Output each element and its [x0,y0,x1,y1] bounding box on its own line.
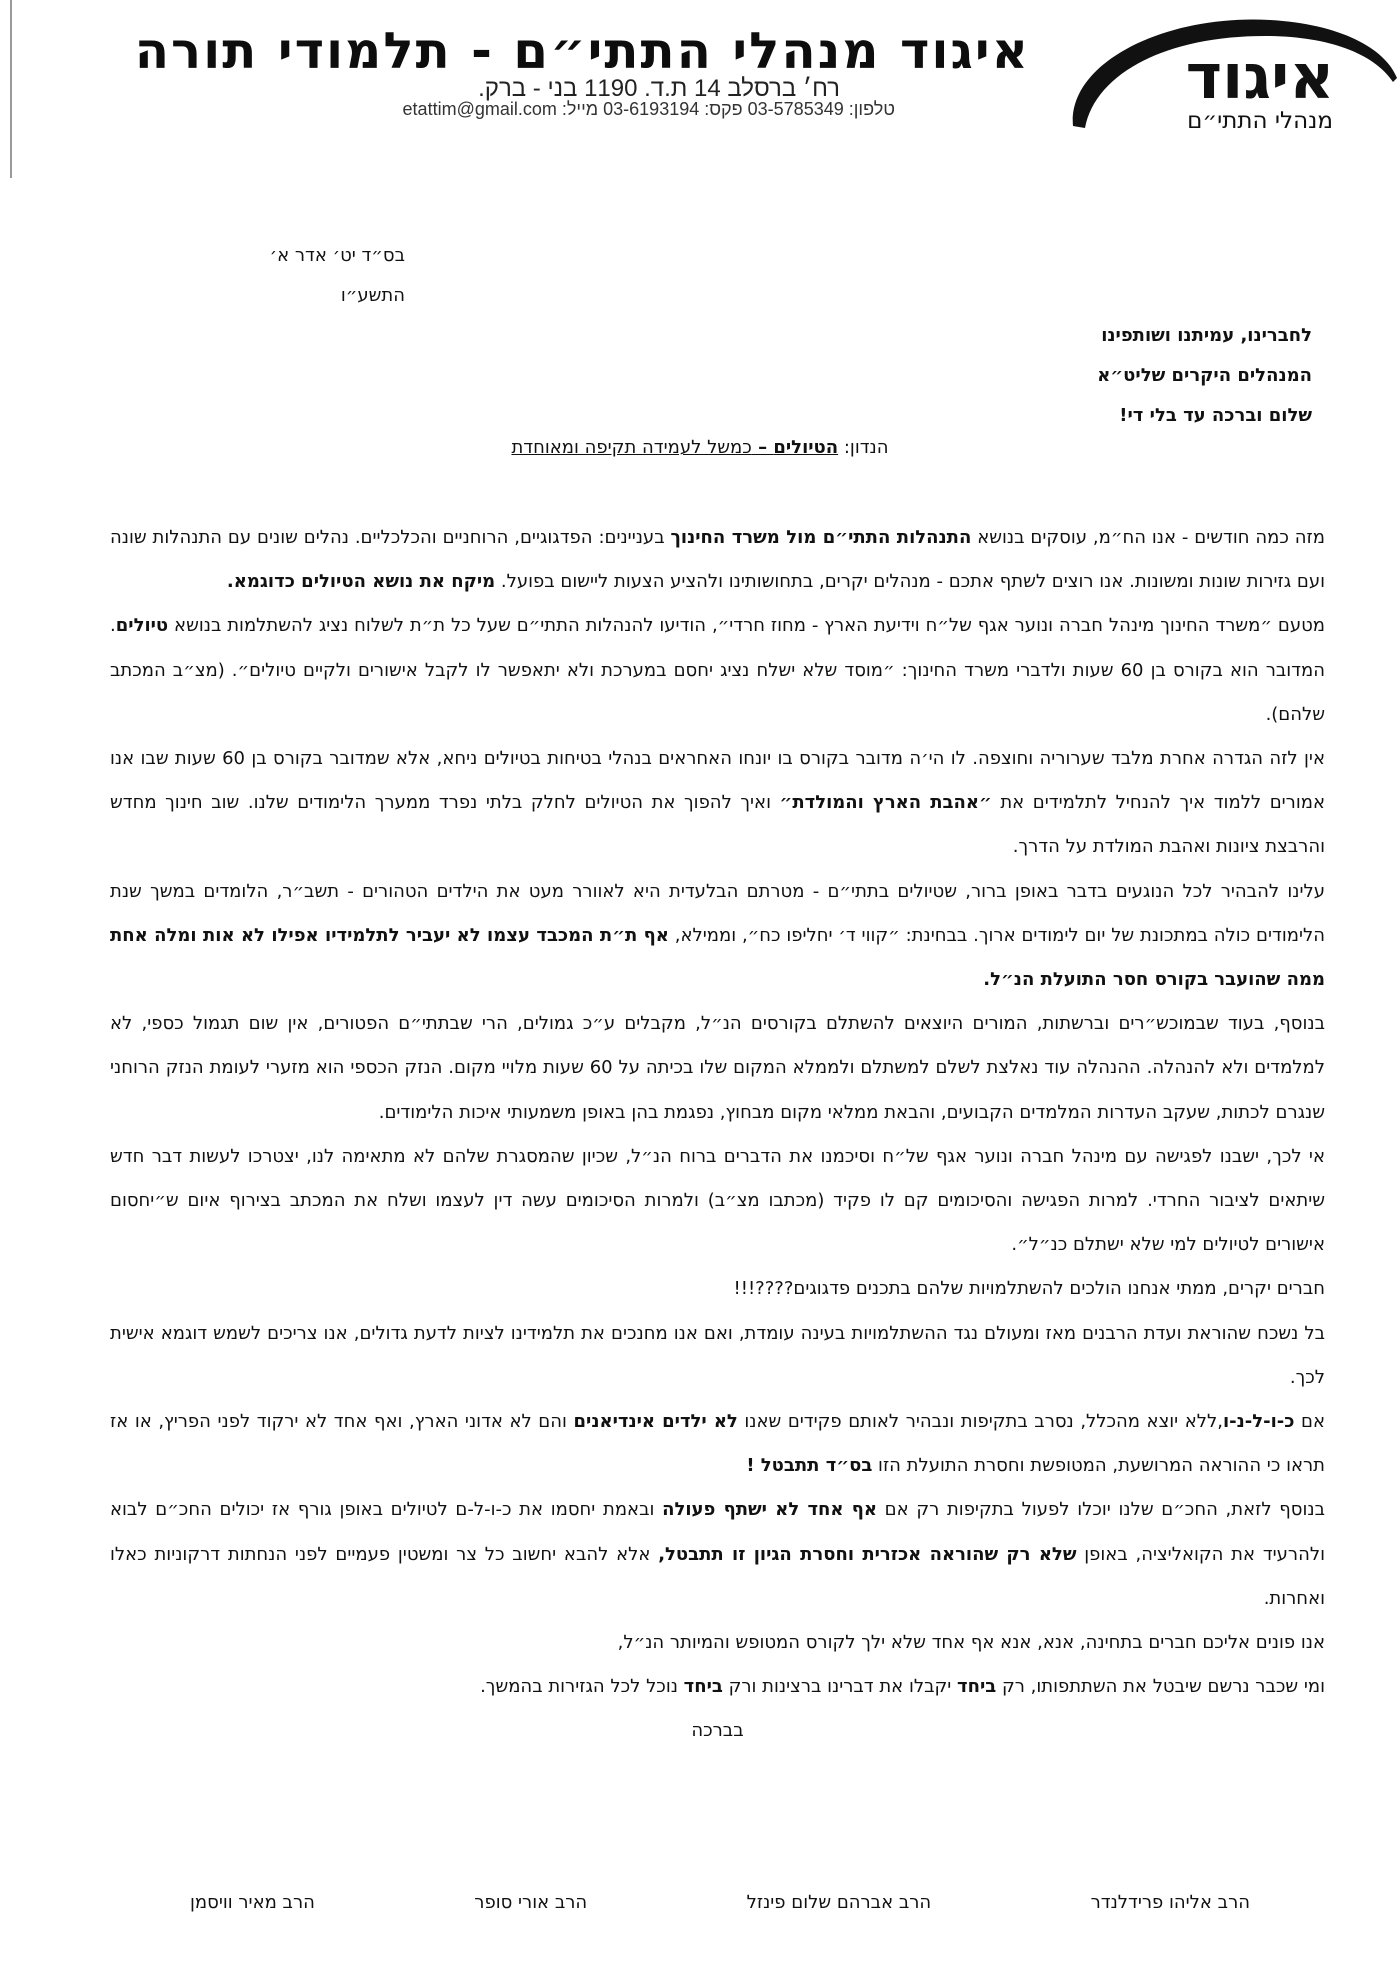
body-text-run: בנוסף לזאת, החכ״ם שלנו יוכלו לפעול בתקיפות רק אם [876,1499,1325,1521]
body-emphasis: אף ת״ת המכבד עצמו לא יעביר לתלמידיו אפילו לא אות ומלה אחת ממה שהועבר בקורס חסר התועלת הנ״ל. [110,924,1325,991]
body-paragraph [110,516,1325,604]
body-text-run: ובאמת יחסמו את כ-ו-ל-ם לטיולים באופן גורף אז יכולים החכ״ם לבוא ולהרעיד את הקואליציה, באופן [110,1499,1325,1565]
organization-contact [95,98,895,120]
body-text-run: בעניינים: הפדגוגיים, הרוחניים והכלכליים. נהלים שונים עם התנהלות שונה ועם גזירות שונות ומשונות. אנו רוצים לשתף אתכם - מנהלים יקרים, בתחושותינו ולהציע הצעות ליישום בפועל. [110,527,1325,593]
body-text-run: אם [1294,1411,1326,1433]
logo-subtitle: מנהלי התתי״ם [1187,108,1333,134]
body-emphasis: ״אהבת הארץ והמולדת״ [779,792,992,814]
salutation-line: לחברינו, עמיתנו ושותפינו [1101,325,1312,346]
closing-blessing: בברכה [691,1720,744,1742]
body-emphasis: אף אחד לא ישתף פעולה [662,1499,877,1521]
signature-name: הרב מאיר וויסמן [190,1892,315,1913]
body-text-run: אלא להבא יחשוב כל צר ומשטין פעמיים לפני הנחתות דרקוניות כאלו ואחרות. [110,1543,1325,1609]
letter-body [110,516,1325,1754]
signature-name: הרב אליהו פרידלנדר [1090,1892,1250,1913]
body-paragraph [110,604,1325,737]
letterhead [0,0,1400,180]
contact-email: etattim@gmail.com [402,99,557,119]
body-text-run: אין לזה הגדרה אחרת מלבד שערוריה וחוצפה. לו הי׳ה מדובר בקורס בו יונחו האחראים בנהלי בטיחות בטיולים ניחא, אלא שמדובר בקורס בן 60 שעות שבו אנו אמורים ללמוד איך להנחיל לתלמידים את [110,748,1326,814]
organization-logo [1055,8,1400,138]
body-text-run: נוכל לכל הגזירות בהמשך. [480,1676,684,1698]
body-paragraph: בל נשכח שהוראת ועדת הרבנים מאז ומעולם נגד ההשתלמויות בעינה עומדת, ואם אנו מחנכים את תלמידינו לציות לדעת גדולים, אנו צריכים לשמש דוגמא אישית לכך. [110,1322,1325,1388]
contact-phones: טלפון: 03-5785349 פקס: 03-6193194 מייל: [561,99,895,119]
date-hebrew-day: בס״ד יט׳ אדר א׳ [269,245,405,266]
body-text-run: . המדובר הוא בקורס בן 60 שעות ולדברי משרד החינוך: ״מוסד שלא ישלח נציג יחסם במערכת ולא יתאפשר לו לקבל אישורים ולקיים טיולים״. (מצ״ב המכתב שלהם). [110,615,1325,725]
body-emphasis: ביחד [683,1676,723,1698]
body-paragraph [110,870,1325,1003]
body-text-run: יקבלו את דברינו ברצינות ורק [722,1676,957,1698]
body-text-run: מטעם ״משרד החינוך מינהל חברה ונוער אגף של״ח וידיעת הארץ - מחוז חרדי״, הודיעו להנהלות התתי״ם שעל כל ת״ת לשלוח נציג להשתלמות בנושא [168,615,1325,637]
body-emphasis: שלא רק שהוראה אכזרית וחסרת הגיון זו תתבטל, [658,1543,1077,1565]
body-paragraph [110,1665,1325,1709]
salutation-line: המנהלים היקרים שליט״א [1097,365,1312,386]
logo-word: איגוד [1185,40,1335,113]
signature-name: הרב אורי סופר [474,1892,588,1913]
subject-text [511,437,838,458]
body-paragraph [110,1400,1325,1488]
date-hebrew-year: התשע״ו [340,285,405,306]
body-paragraph: חברים יקרים, ממתי אנחנו הולכים להשתלמויות שלהם בתכנים פדגוגים????!!! [733,1278,1325,1300]
subject-topic: הטיולים [773,437,839,458]
body-emphasis: לא ילדים אינדיאנים [573,1411,738,1433]
body-paragraph: אנו פונים אליכם חברים בתחינה, אנא, אנא אף אחד שלא ילך לקורס המטופש והמיותר הנ״ל, [617,1632,1325,1654]
body-text-run: ,ללא יוצא מהכלל, נסרב בתקיפות ונבהיר לאותם פקידים שאנו [737,1411,1223,1433]
body-paragraph: בנוסף, בעוד שבמוכש״רים וברשתות, המורים היוצאים להשתלם בקורסים הנ״ל, מקבלים ע״כ גמולים, הרי שבתתי״ם הפטורים, אין שום תגמול כספי, לא למלמדים ולא להנהלה. ההנהלה עוד נאלצת לשלם למשתלם ולממלא המקום שלו בכיתה על 60 שעות מלויי מקום. הנזק הכספי הוא מזערי לעומת הנזק הרוחני שנגרם לכתות, שעקב העדרות המלמדים הקבועים, והבאת ממלאי מקום מבחוץ, נפגמת בהן באופן משמעותי איכות הלימודים. [110,1013,1325,1123]
body-text-run: מזה כמה חודשים - אנו הח״מ, עוסקים בנושא [971,527,1326,548]
subject-dash: – [751,437,774,458]
signature-name: הרב אברהם שלום פינזל [746,1892,932,1913]
salutation-line: שלום וברכה עד בלי די! [1119,405,1312,426]
body-emphasis: התנהלות התתי״ם מול משרד החינוך [670,527,972,548]
body-paragraph: אי לכך, ישבנו לפגישה עם מינהל חברה ונוער אגף של״ח וסיכמנו את הדברים ברוח הנ״ל, שכיון שהמסגרת שלהם לא מתאימה לנו, יצטרכו לעשות דבר חדש שיתאים לציבור החרדי. למרות הפגישה והסיכומים קם לו פקיד (מכתבו מצ״ב) ולמרות הסיכומים עשה דין לעצמו ושלח את המכתב בצירוף איום ש״יחסום אישורים לטיולים למי שלא ישתלם כנ״ל״. [110,1145,1325,1256]
letter-date [105,236,405,316]
body-paragraph [110,1488,1325,1621]
body-text-run: ואיך להפוך את הטיולים לחלק בלתי נפרד ממערך הלימודים שלנו. שוב חינוך מחדש והרבצת ציונות ואהבת המולדת על הדרך. [110,792,1325,858]
subject-prefix: הנדון: [838,437,889,458]
body-text-run: והם לא אדוני הארץ, ואף אחד לא ירקוד לפני הפריץ, או אז תראו כי ההוראה המרושעת, המטופשת וחסרת התועלת הזו [110,1411,1325,1477]
body-paragraph [110,737,1325,870]
salutation [612,316,1312,436]
signature-row [190,1888,1250,1922]
body-text-run: עלינו להבהיר לכל הנוגעים בדבר באופן ברור, שטיולים בתתי״ם - מטרתם הבלעדית היא לאוורר מעט את הילדים הטהורים - תשב״ר, הלומדים במשך שנת הלימודים כולה במתכונת של יום לימודים ארוך. בבחינת: ״קווי ד׳ יחליפו כח״, וממילא, [110,880,1325,946]
subject-line [200,436,1200,460]
body-emphasis: בס״ד תתבטל ! [746,1455,873,1477]
body-emphasis: ביחד [957,1676,997,1698]
organization-title: איגוד מנהלי התתי״ם - תלמודי תורה [134,22,1030,80]
subject-rest: כמשל לעמידה תקיפה ומאוחדת [511,437,752,458]
organization-address: רח׳ ברסלב 14 ת.ד. 1190 בני - ברק. [478,75,840,102]
body-emphasis: טיולים [115,615,169,637]
body-text-run: ומי שכבר נרשם שיבטל את השתתפותו, רק [996,1676,1325,1698]
body-emphasis: כ-ו-ל-נ-ו [1222,1411,1295,1433]
body-emphasis: מיקח את נושא הטיולים כדוגמא. [226,571,496,593]
